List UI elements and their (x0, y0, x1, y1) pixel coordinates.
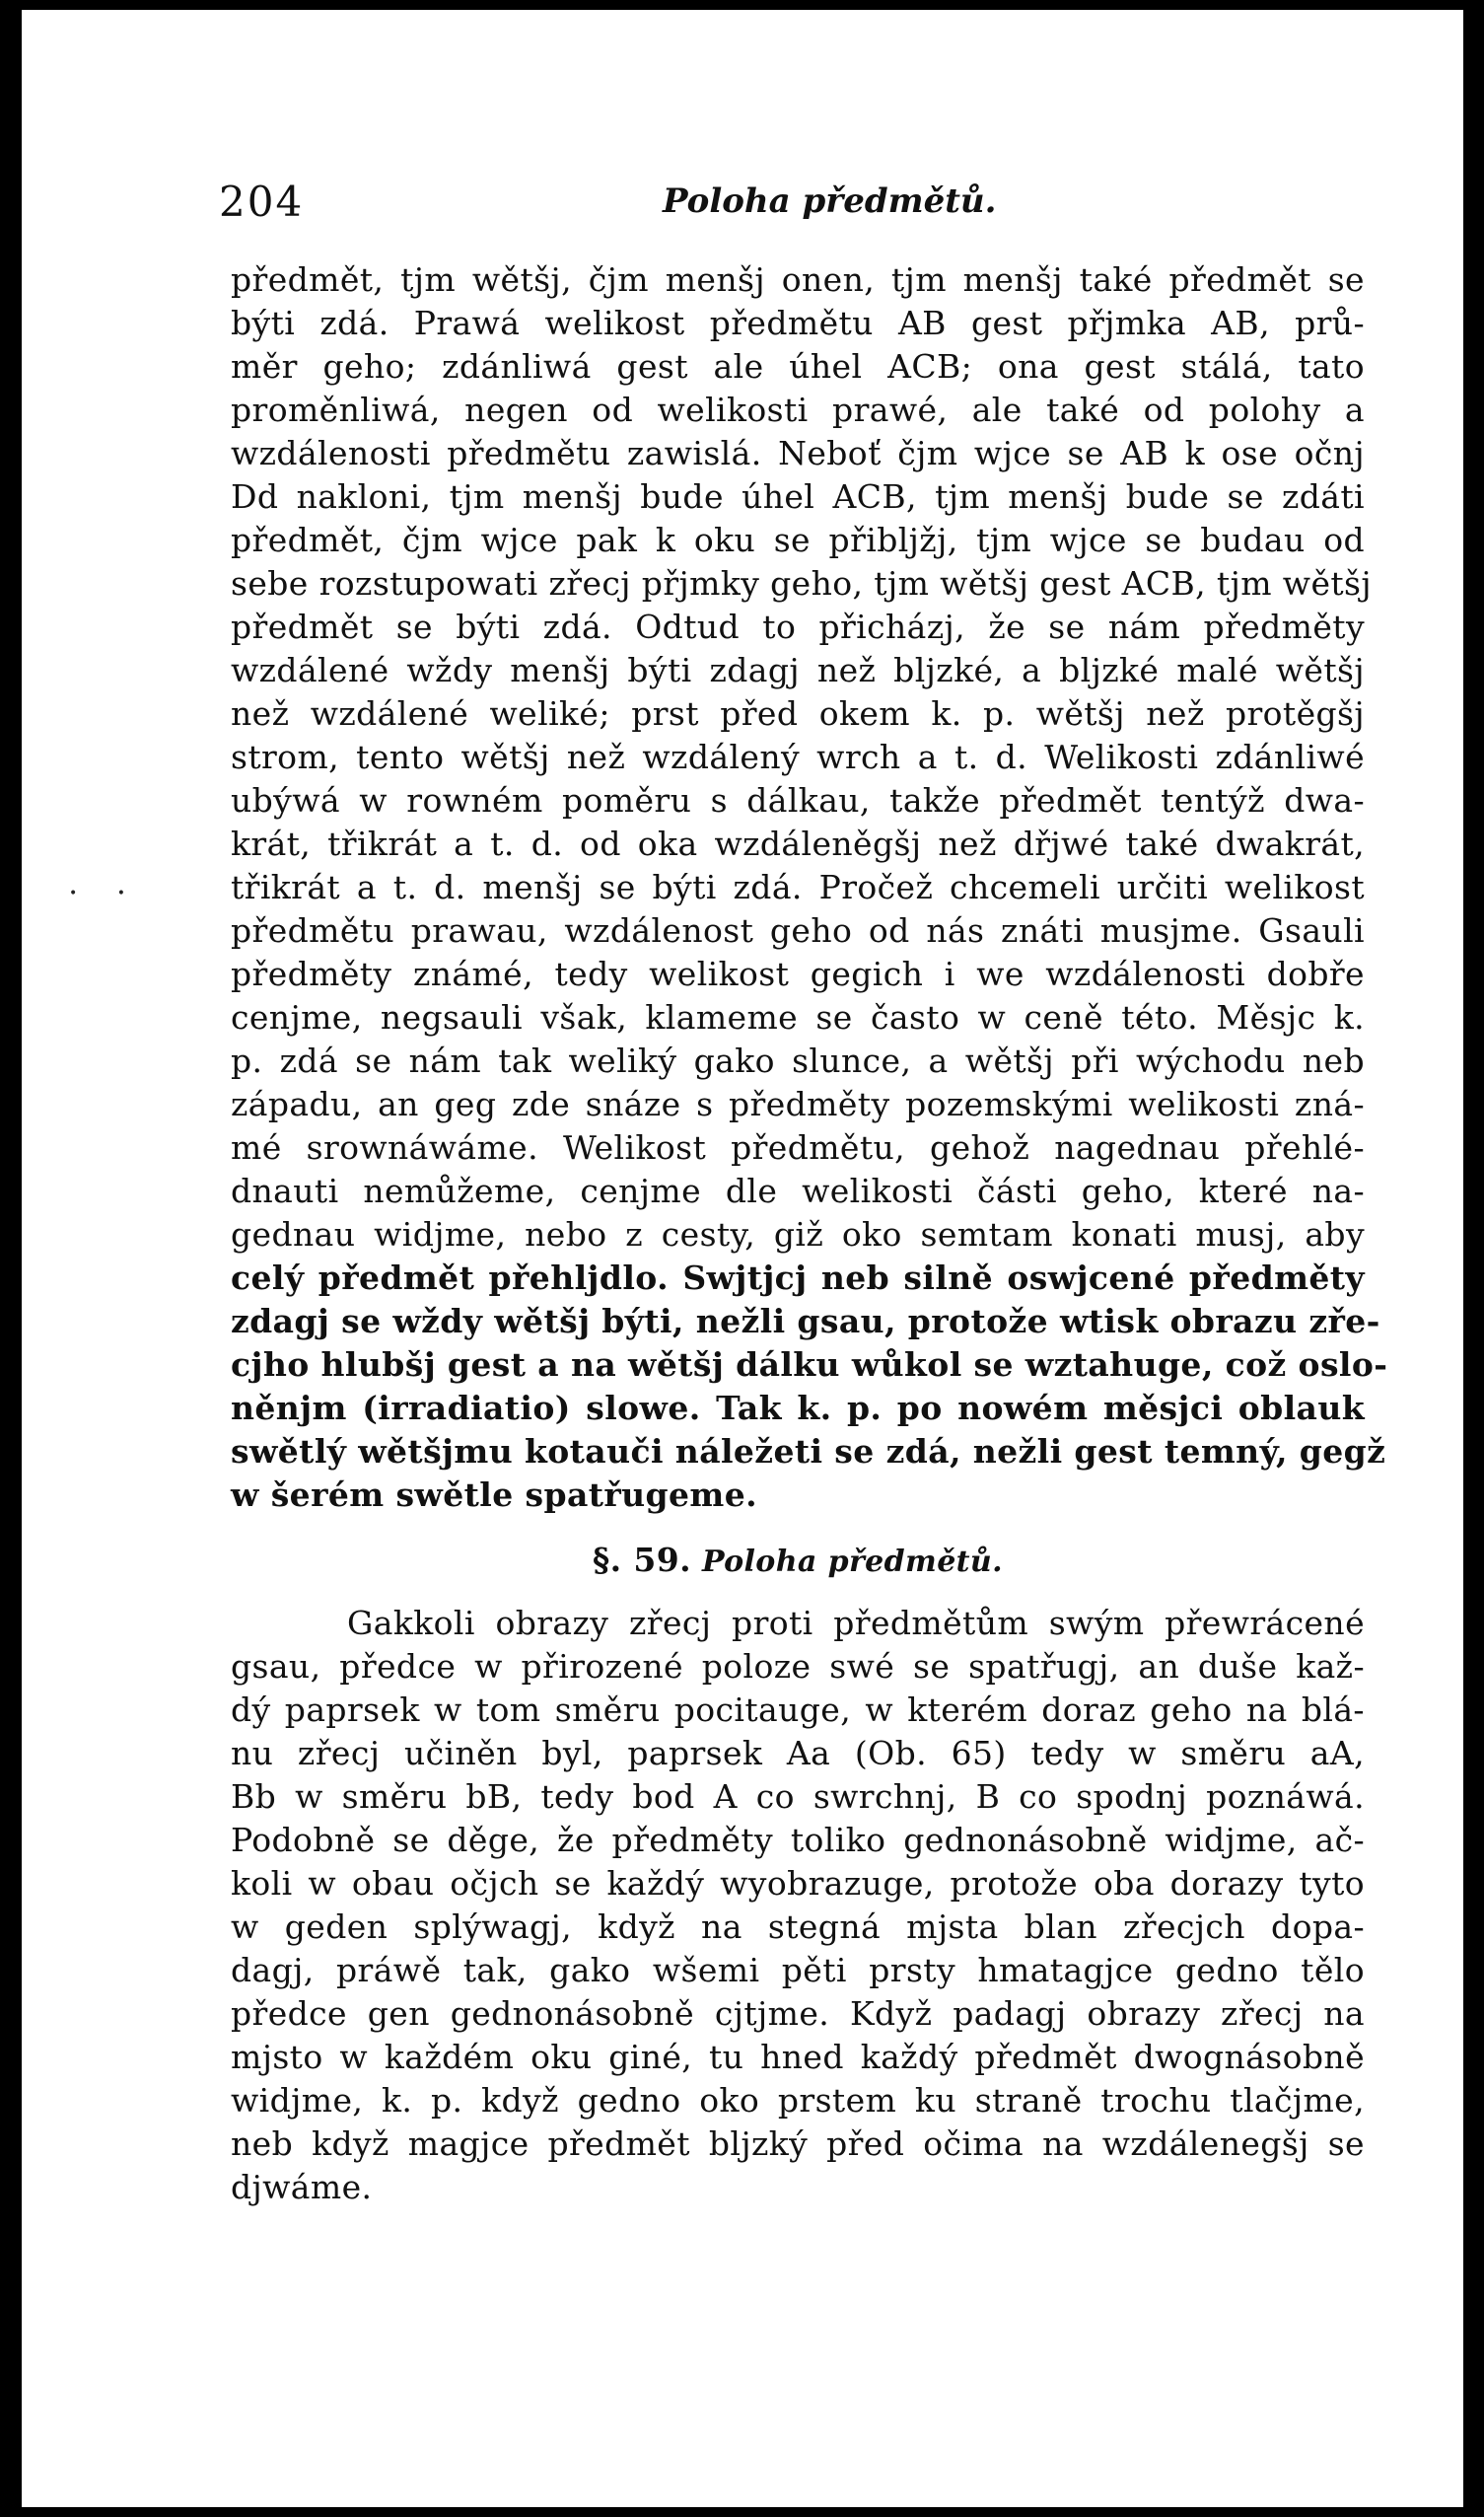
text-line: mjsto w každém oku giné, tu hned každý předmět dwognásobně (231, 2038, 1365, 2076)
scan-artifact-dots: • • (69, 886, 143, 901)
book-page (22, 10, 1463, 2507)
text-line: widjme, k. p. když gedno oko prstem ku straně trochu tlačjme, (231, 2081, 1365, 2120)
text-line: ubýwá w rowném poměru s dálkau, takže předmět tentýž dwa- (231, 781, 1365, 820)
text-line: třikrát a t. d. menšj se býti zdá. Pročež chcemeli určiti welikost (231, 868, 1365, 906)
text-line: předměty známé, tedy welikost gegich i we wzdálenosti dobře (231, 955, 1365, 993)
text-line: Gakkoli obrazy zřecj proti předmětům swým přewrácené (347, 1604, 1365, 1642)
text-line: nu zřecj učiněn byl, paprsek Aa (Ob. 65) tedy w směru aA, (231, 1734, 1365, 1772)
text-line: djwáme. (231, 2168, 373, 2206)
text-line: dagj, práwě tak, gako wšemi pěti prsty hmatagjce gedno tělo (231, 1951, 1365, 1989)
text-line: cjho hlubšj gest a na wětšj dálku wůkol se wztahuge, což oslo- (231, 1345, 1388, 1384)
text-line: předmět se býti zdá. Odtud to přicházj, že se nám předměty (231, 608, 1365, 646)
page-body (231, 258, 1388, 2209)
text-line: swětlý wětšjmu kotauči náležeti se zdá, nežli gest temný, gegž (231, 1432, 1386, 1471)
text-line: dnauti nemůžeme, cenjme dle welikosti části geho, které na- (231, 1172, 1365, 1210)
page-header (219, 168, 1378, 227)
text-line: západu, an geg zde snáze s předměty pozemskými welikosti zná- (231, 1085, 1365, 1123)
section-number: §. 59. (593, 1541, 692, 1579)
text-line: zdagj se wždy wětšj býti, nežli gsau, protože wtisk obrazu zře- (231, 1302, 1380, 1340)
text-line: wzdálené wždy menšj býti zdagj než bljzké, a bljzké malé wětšj (231, 651, 1365, 689)
text-line: předmět, čjm wjce pak k oku se přibljžj, tjm wjce se budau od (231, 521, 1365, 559)
text-line: Bb w směru bB, tedy bod A co swrchnj, B co spodnj poznáwá. (231, 1777, 1365, 1816)
text-line: celý předmět přehljdlo. Swjtjcj neb silně oswjcené předměty (231, 1258, 1365, 1297)
text-line: krát, třikrát a t. d. od oka wzdáleněgšj než dřjwé také dwakrát, (231, 825, 1365, 863)
text-line: gsau, předce w přirozené poloze swé se spatřugj, an duše kaž- (231, 1647, 1365, 1686)
text-line: než wzdálené weliké; prst před okem k. p. wětšj než protěgšj (231, 694, 1365, 733)
text-line: sebe rozstupowati zřecj přjmky geho, tjm wětšj gest ACB, tjm wětšj (231, 564, 1373, 603)
text-line: proměnliwá, negen od welikosti prawé, ale také od polohy a (231, 391, 1365, 429)
text-line: Dd nakloni, tjm menšj bude úhel ACB, tjm menšj bude se zdáti (231, 477, 1365, 516)
running-title: Poloha předmětů. (663, 181, 997, 221)
page-number: 204 (219, 178, 305, 226)
text-line: předmět, tjm wětšj, čjm menšj onen, tjm menšj také předmět se (231, 260, 1365, 299)
text-line: w šerém swětle spatřugeme. (231, 1475, 758, 1514)
text-line: měr geho; zdánliwá gest ale úhel ACB; ona gest stálá, tato (231, 347, 1365, 386)
paragraph-2 (231, 1602, 1365, 2209)
paragraph-1 (231, 258, 1388, 1517)
text-line: mé srownáwáme. Welikost předmětu, gehož nagednau přehlé- (231, 1128, 1365, 1167)
text-line: něnjm (irradiatio) slowe. Tak k. p. po nowém měsjci oblauk (231, 1389, 1365, 1427)
text-line: wzdálenosti předmětu zawislá. Neboť čjm wjce se AB k ose očnj (231, 434, 1365, 472)
text-line: strom, tento wětšj než wzdálený wrch a t. d. Welikosti zdánliwé (231, 738, 1365, 776)
text-line: býti zdá. Prawá welikost předmětu AB gest přjmka AB, prů- (231, 304, 1365, 342)
text-line: neb když magjce předmět bljzký před očima na wzdálenegšj se (231, 2124, 1365, 2163)
text-line: koli w obau očjch se každý wyobrazuge, protože oba dorazy tyto (231, 1864, 1365, 1903)
section-heading (231, 1539, 1365, 1582)
text-line: w geden splýwagj, když na stegná mjsta blan zřecjch dopa- (231, 1907, 1365, 1946)
text-line: cenjme, negsauli však, klameme se často w ceně této. Měsjc k. (231, 998, 1365, 1037)
section-title: Poloha předmětů. (701, 1545, 1003, 1579)
text-line: Podobně se děge, že předměty toliko gednonásobně widjme, ač- (231, 1821, 1365, 1859)
text-line: gednau widjme, nebo z cesty, giž oko semtam konati musj, aby (231, 1215, 1365, 1254)
text-line: předce gen gednonásobně cjtjme. Když padagj obrazy zřecj na (231, 1994, 1365, 2033)
text-line: předmětu prawau, wzdálenost geho od nás znáti musjme. Gsauli (231, 911, 1365, 950)
text-line: dý paprsek w tom směru pocitauge, w kterém doraz geho na blá- (231, 1690, 1365, 1729)
text-line: p. zdá se nám tak weliký gako slunce, a wětšj při wýchodu neb (231, 1042, 1365, 1080)
